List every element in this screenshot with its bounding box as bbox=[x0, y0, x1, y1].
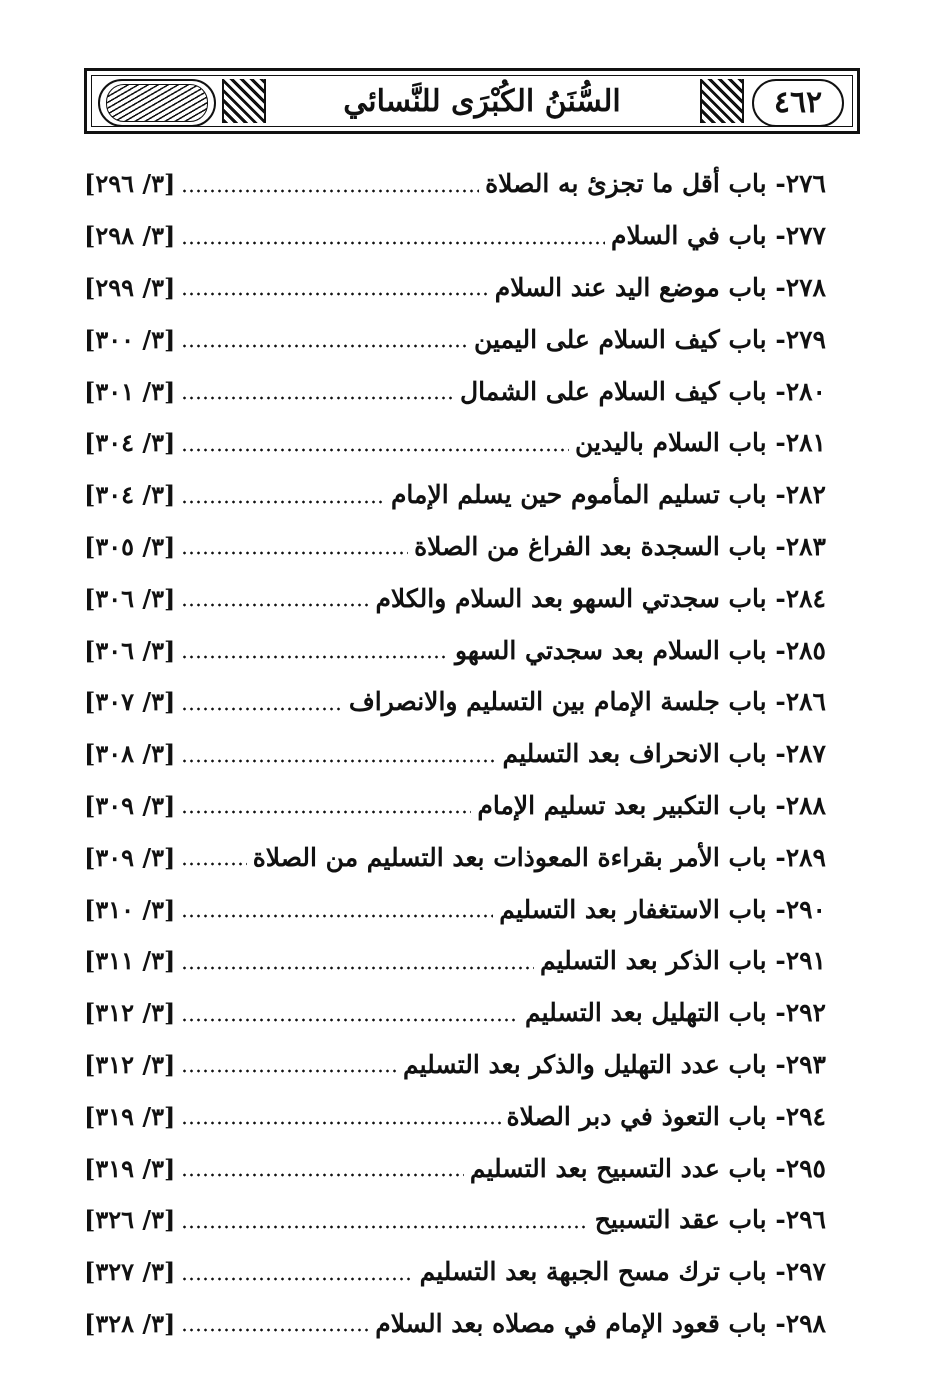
toc-entry bbox=[84, 1194, 826, 1246]
toc-entry bbox=[84, 158, 826, 210]
dot-leader bbox=[181, 292, 488, 296]
toc-entry-reference: [٣/ ٣١٢] bbox=[84, 1049, 176, 1079]
dot-leader bbox=[181, 551, 408, 555]
table-of-contents bbox=[84, 158, 826, 1349]
dot-leader bbox=[181, 603, 369, 607]
dot-leader bbox=[181, 500, 385, 504]
dot-leader bbox=[181, 759, 496, 763]
toc-entry-reference: [٣/ ٢٩٦] bbox=[84, 169, 176, 199]
dot-leader bbox=[181, 241, 605, 245]
toc-entry-reference: [٣/ ٣٠٩] bbox=[84, 790, 176, 820]
toc-entry-reference: [٣/ ٣١١] bbox=[84, 946, 176, 976]
toc-entry-reference: [٣/ ٣١٠] bbox=[84, 894, 176, 924]
header-frame bbox=[91, 75, 853, 127]
page-header bbox=[84, 68, 860, 134]
toc-entry-title: ٢٨٠- باب كيف السلام على الشمال bbox=[459, 376, 826, 406]
toc-entry-reference: [٣/ ٣٠٩] bbox=[84, 842, 176, 872]
toc-entry-title: ٢٧٦- باب أقل ما تجزئ به الصلاة bbox=[485, 169, 826, 199]
dot-leader bbox=[181, 344, 468, 348]
toc-entry bbox=[84, 987, 826, 1039]
toc-entry-reference: [٣/ ٣١٢] bbox=[84, 998, 176, 1028]
toc-entry-reference: [٣/ ٣٢٨] bbox=[84, 1308, 176, 1338]
dot-leader bbox=[181, 1018, 519, 1022]
toc-entry bbox=[84, 262, 826, 314]
toc-entry-title: ٢٩٤- باب التعوذ في دبر الصلاة bbox=[506, 1101, 826, 1131]
medallion-calligraphy bbox=[106, 84, 208, 122]
toc-entry-title: ٢٨٨- باب التكبير بعد تسليم الإمام bbox=[477, 790, 826, 820]
toc-entry bbox=[84, 676, 826, 728]
toc-entry-reference: [٣/ ٣٠٤] bbox=[84, 428, 176, 458]
toc-entry-reference: [٣/ ٣١٩] bbox=[84, 1153, 176, 1183]
page-number-frame bbox=[752, 79, 844, 127]
toc-entry-title: ٢٨١- باب السلام باليدين bbox=[574, 428, 826, 458]
toc-entry-title: ٢٩٢- باب التهليل بعد التسليم bbox=[525, 998, 826, 1028]
dot-leader bbox=[181, 396, 454, 400]
toc-entry-title: ٢٨٢- باب تسليم المأموم حين يسلم الإمام bbox=[390, 480, 826, 510]
toc-entry bbox=[84, 469, 826, 521]
toc-entry-title: ٢٩٥- باب عدد التسبيح بعد التسليم bbox=[469, 1153, 826, 1183]
ornament-band-left bbox=[222, 79, 266, 123]
dot-leader bbox=[181, 1121, 500, 1125]
toc-entry-reference: [٣/ ٣١٩] bbox=[84, 1101, 176, 1131]
toc-entry-title: ٢٨٤- باب سجدتي السهو بعد السلام والكلام bbox=[375, 583, 826, 613]
toc-entry-title: ٢٧٨- باب موضع اليد عند السلام bbox=[494, 272, 826, 302]
toc-entry bbox=[84, 780, 826, 832]
toc-entry-title: ٢٨٥- باب السلام بعد سجدتي السهو bbox=[454, 635, 826, 665]
toc-entry-title: ٢٩٠- باب الاستغفار بعد التسليم bbox=[499, 894, 826, 924]
toc-entry bbox=[84, 1142, 826, 1194]
book-title: السُّنَنُ الكُبْرَى للنَّسائي bbox=[343, 83, 621, 119]
toc-entry-reference: [٣/ ٣٢٧] bbox=[84, 1257, 176, 1287]
toc-entry bbox=[84, 935, 826, 987]
page-number: ٤٦٢ bbox=[773, 85, 823, 120]
dot-leader bbox=[181, 862, 246, 866]
toc-entry-reference: [٣/ ٣٠٨] bbox=[84, 739, 176, 769]
dot-leader bbox=[181, 914, 493, 918]
dot-leader bbox=[181, 189, 479, 193]
toc-entry-reference: [٣/ ٢٩٨] bbox=[84, 221, 176, 251]
toc-entry bbox=[84, 417, 826, 469]
dot-leader bbox=[181, 707, 342, 711]
toc-entry bbox=[84, 728, 826, 780]
toc-entry-title: ٢٩١- باب الذكر بعد التسليم bbox=[540, 946, 826, 976]
toc-entry-title: ٢٧٩- باب كيف السلام على اليمين bbox=[473, 324, 826, 354]
dot-leader bbox=[181, 655, 449, 659]
dot-leader bbox=[181, 966, 534, 970]
dot-leader bbox=[181, 1277, 413, 1281]
dot-leader bbox=[181, 1069, 397, 1073]
dot-leader bbox=[181, 448, 569, 452]
toc-entry-reference: [٣/ ٣٠٥] bbox=[84, 531, 176, 561]
toc-entry bbox=[84, 313, 826, 365]
dot-leader bbox=[181, 810, 471, 814]
toc-entry-title: ٢٧٧- باب في السلام bbox=[611, 221, 826, 251]
toc-entry bbox=[84, 1246, 826, 1298]
dot-leader bbox=[181, 1225, 588, 1229]
toc-entry-title: ٢٩٦- باب عقد التسبيح bbox=[594, 1205, 826, 1235]
toc-entry-title: ٢٩٣- باب عدد التهليل والذكر بعد التسليم bbox=[402, 1049, 826, 1079]
toc-entry bbox=[84, 365, 826, 417]
toc-entry-reference: [٣/ ٣٠١] bbox=[84, 376, 176, 406]
toc-entry bbox=[84, 1090, 826, 1142]
toc-entry-reference: [٣/ ٣٠٧] bbox=[84, 687, 176, 717]
ornamental-medallion-icon bbox=[98, 79, 216, 127]
toc-entry-title: ٢٨٣- باب السجدة بعد الفراغ من الصلاة bbox=[414, 531, 826, 561]
toc-entry-reference: [٣/ ٣٠٦] bbox=[84, 635, 176, 665]
toc-entry bbox=[84, 1039, 826, 1091]
toc-entry bbox=[84, 210, 826, 262]
ornament-band-right bbox=[700, 79, 744, 123]
toc-entry-title: ٢٨٧- باب الانحراف بعد التسليم bbox=[502, 739, 826, 769]
toc-entry-title: ٢٨٩- باب الأمر بقراءة المعوذات بعد التسليم من الصلاة bbox=[252, 842, 826, 872]
dot-leader bbox=[181, 1173, 463, 1177]
toc-entry-reference: [٣/ ٣٠٠] bbox=[84, 324, 176, 354]
toc-entry bbox=[84, 572, 826, 624]
toc-entry-reference: [٣/ ٣٢٦] bbox=[84, 1205, 176, 1235]
toc-entry bbox=[84, 624, 826, 676]
toc-entry-title: ٢٩٨- باب قعود الإمام في مصلاه بعد السلام bbox=[375, 1308, 826, 1338]
toc-entry bbox=[84, 521, 826, 573]
toc-entry-reference: [٣/ ٢٩٩] bbox=[84, 272, 176, 302]
toc-entry bbox=[84, 883, 826, 935]
toc-entry-reference: [٣/ ٣٠٦] bbox=[84, 583, 176, 613]
toc-entry-reference: [٣/ ٣٠٤] bbox=[84, 480, 176, 510]
dot-leader bbox=[181, 1328, 369, 1332]
toc-entry bbox=[84, 831, 826, 883]
toc-entry bbox=[84, 1298, 826, 1350]
toc-entry-title: ٢٩٧- باب ترك مسح الجبهة بعد التسليم bbox=[419, 1257, 826, 1287]
toc-entry-title: ٢٨٦- باب جلسة الإمام بين التسليم والانصراف bbox=[348, 687, 826, 717]
